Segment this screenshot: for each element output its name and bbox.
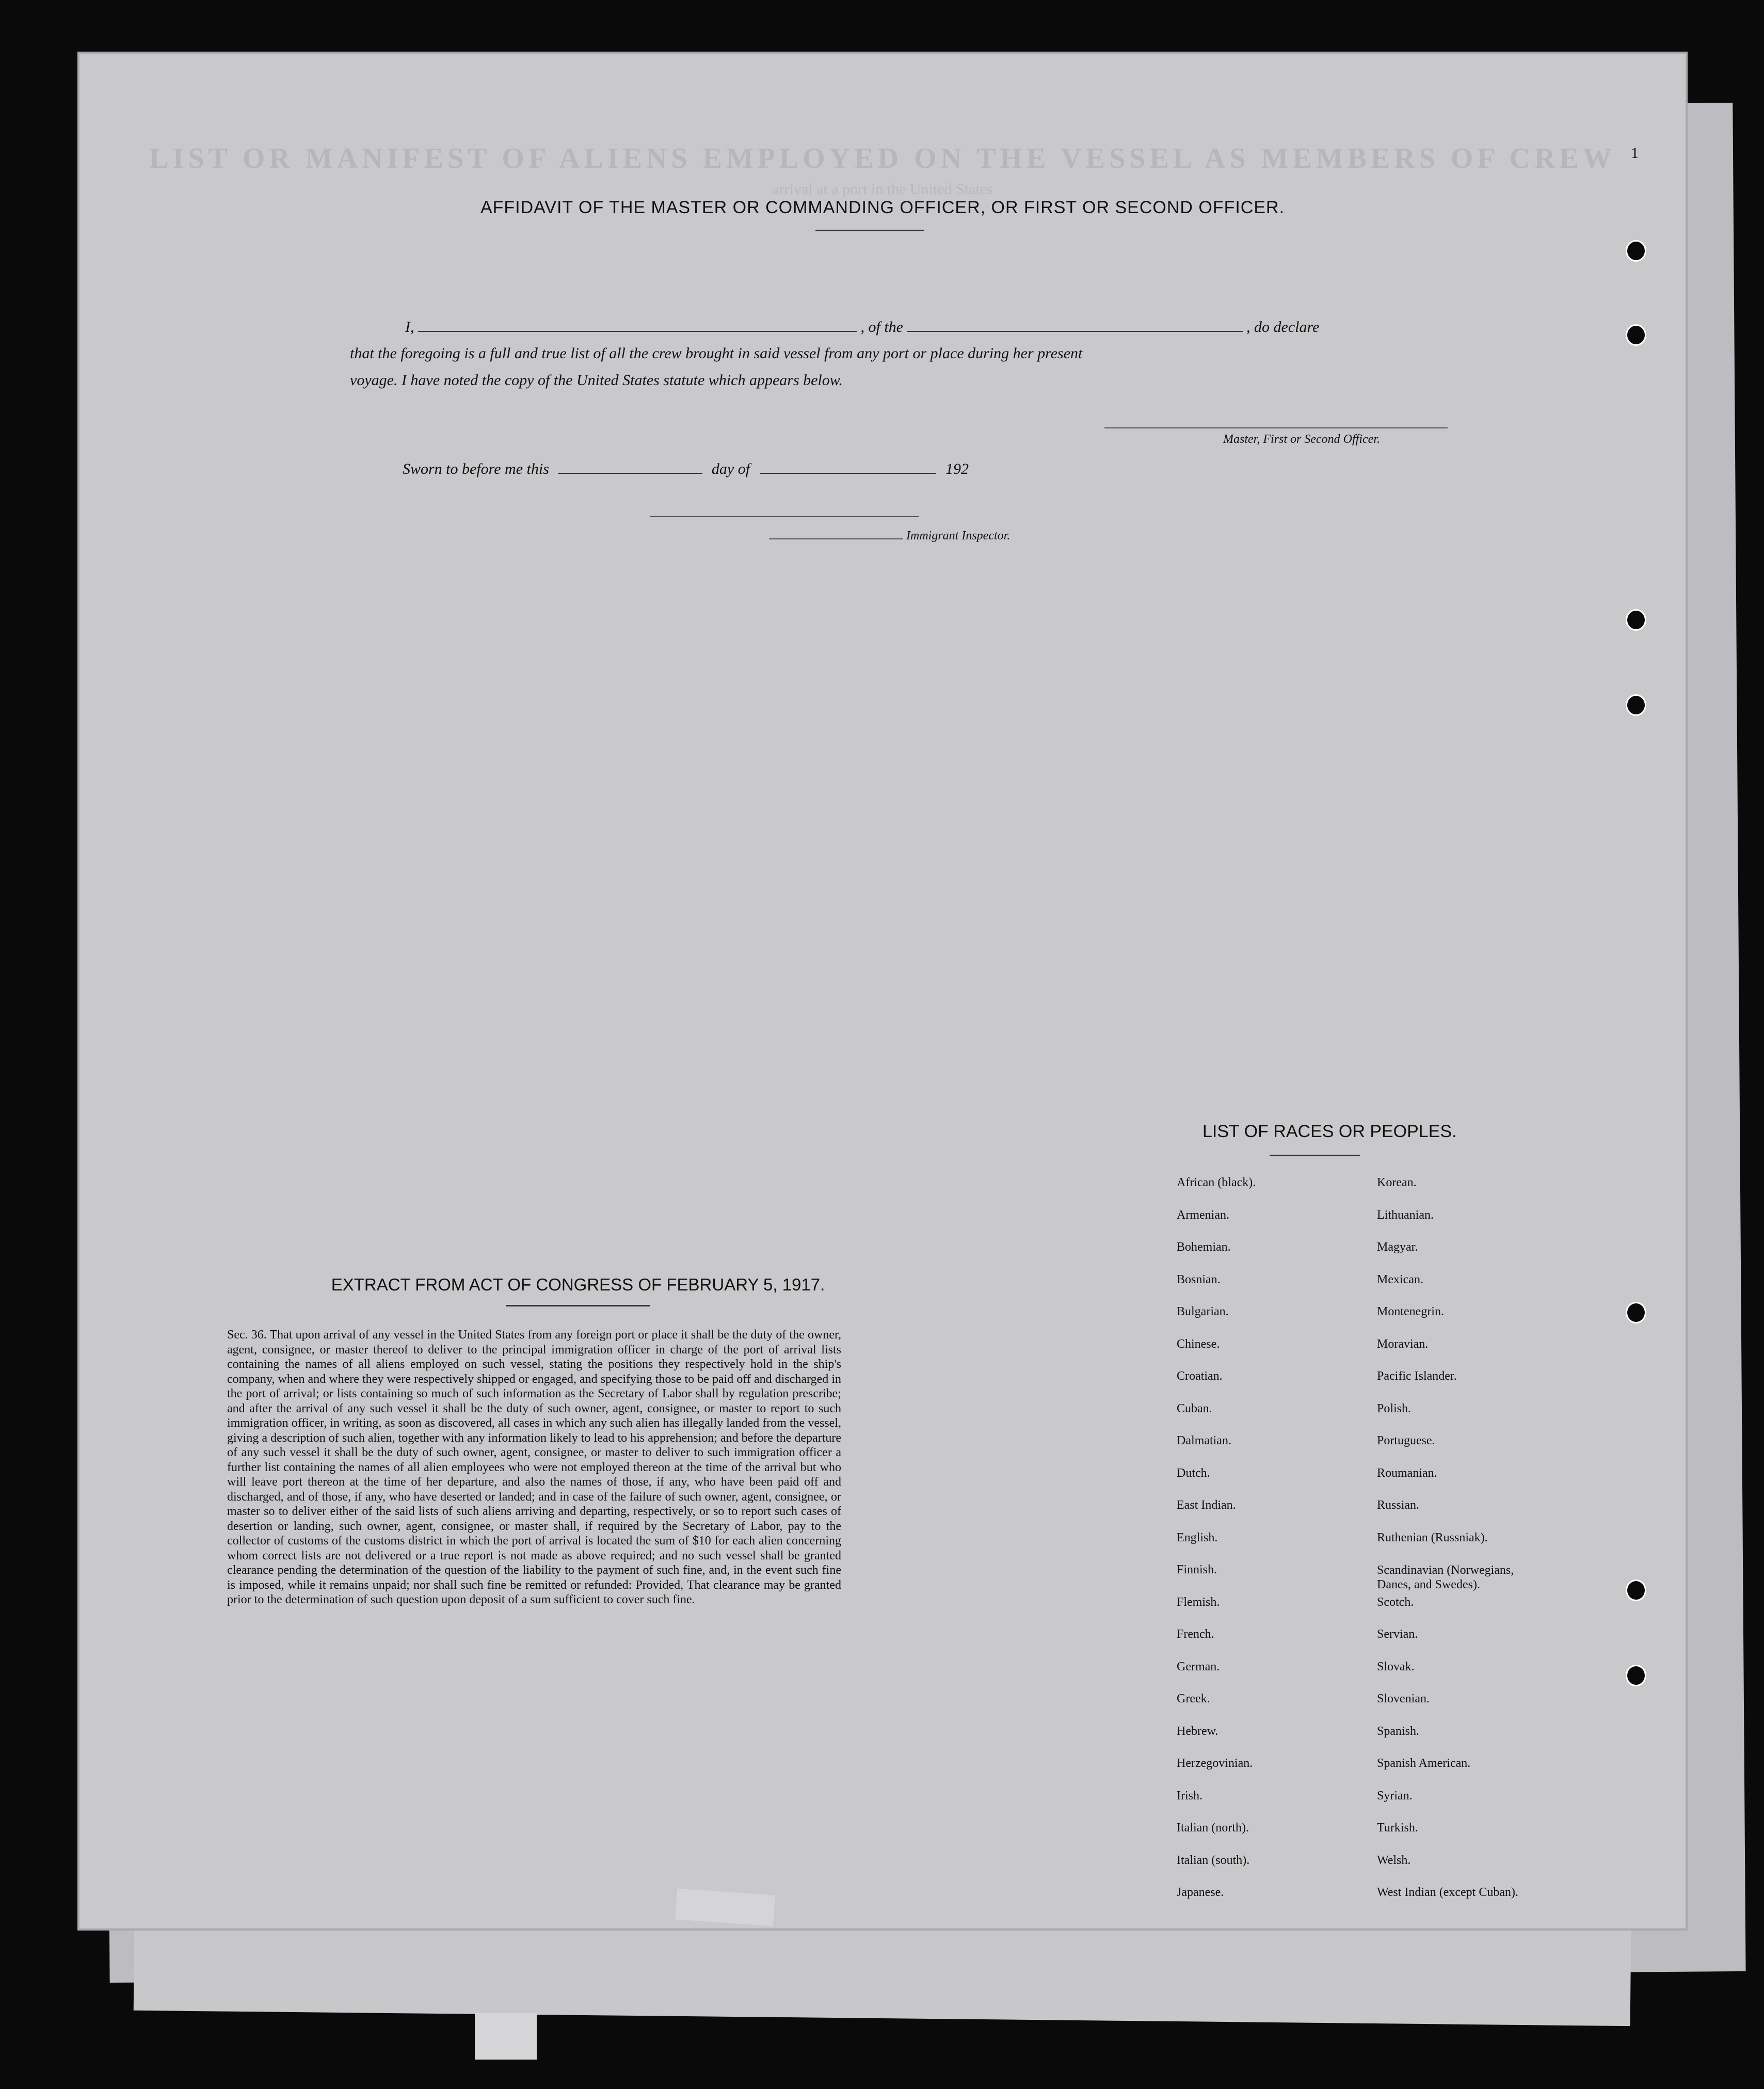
inspector-label: Immigrant Inspector. (906, 529, 1011, 543)
bleed-through-subtitle: arrival at a port in the United States (772, 181, 993, 198)
races-divider (1270, 1155, 1360, 1156)
punch-hole (1626, 240, 1646, 262)
race-item: Hebrew. (1177, 1724, 1218, 1738)
race-item: Spanish. (1377, 1724, 1420, 1738)
extract-divider (506, 1305, 650, 1306)
title-divider (815, 230, 924, 231)
extract-body: Sec. 36. That upon arrival of any vessel in the United States from any foreign port or place it shall be the duty of the owner, agent, consignee, or master thereof to deliver to the principal immigration officer in charge of the port of arrival lists containing the names of all aliens employed on such vessel, stating the positions they respectively hold in the ship's company, when and where they were respectively shipped or engaged, and specifying those to be paid off and discharged in the port of arrival; or lists containing so much of such information as the Secretary of Labor shall by regulation prescribe; and after the arrival of any such vessel it shall be the duty of such owner, agent, consignee, or master to report to such immigration officer, in writing, as soon as discovered, all cases in which any such alien has illegally landed from the vessel, giving a description of such alien, together with any information likely to lead to his apprehension; and before the departure of any such vessel it shall be the duty of such owner, agent, consignee, or master to deliver to such immigration officer a further list containing the names of all alien employees who were not employed thereon at the time of the arrival but who will leave port thereon at the time of her departure, and also the names of those, if any, who have been paid off and discharged, and of those, if any, who have deserted or landed; and in case of the failure of such owner, agent, consignee, or master so to deliver either of the said lists of such aliens arriving and departing, respectively, or so to report such cases of desertion or landing, such owner, agent, consignee, or master shall, if required by the Secretary of Labor, pay to the collector of customs of the customs district in which the port of arrival is located the sum of $10 for each alien concerning whom correct lists are not delivered or a true report is not made as above required; and no such vessel shall be granted clearance pending the determination of the question of the liability to the payment of such fine, and, in the event such fine is imposed, while it remains unpaid; nor shall such fine be remitted or refunded: Provided, That clearance may be granted prior to the determination of such question upon deposit of a sum sufficient to cover such fine. (227, 1328, 841, 1606)
race-item: Bulgarian. (1177, 1305, 1229, 1318)
race-item: Welsh. (1377, 1853, 1411, 1867)
declaration-line (405, 317, 1319, 336)
race-item: Russian. (1377, 1498, 1420, 1512)
race-item: Chinese. (1177, 1337, 1220, 1351)
race-item: East Indian. (1177, 1498, 1236, 1512)
year-label: 192 (945, 460, 969, 477)
punch-hole (1626, 1302, 1646, 1323)
race-item: Ruthenian (Russniak). (1377, 1530, 1488, 1544)
inspector-lead-line (769, 529, 903, 539)
race-item: Italian (south). (1177, 1853, 1250, 1867)
race-item: Irish. (1177, 1789, 1202, 1803)
manifest-page (77, 52, 1688, 1931)
race-item: Japanese. (1177, 1886, 1224, 1899)
declaration-text-2: that the foregoing is a full and true list of all the crew brought in said vessel from any port or place during her present (350, 345, 1083, 362)
race-item: Magyar. (1377, 1240, 1418, 1254)
race-item: African (black). (1177, 1176, 1256, 1189)
race-item: Spanish American. (1377, 1757, 1471, 1770)
races-right-column (1377, 1176, 1547, 1918)
race-item: Moravian. (1377, 1337, 1429, 1351)
race-item: Italian (north). (1177, 1821, 1249, 1835)
race-item: Montenegrin. (1377, 1305, 1444, 1318)
sworn-month-field[interactable] (760, 459, 936, 474)
races-title: LIST OF RACES OR PEOPLES. (1202, 1122, 1457, 1141)
race-item: German. (1177, 1660, 1220, 1673)
race-item: Syrian. (1377, 1789, 1413, 1803)
extract-title: EXTRACT FROM ACT OF CONGRESS OF FEBRUARY 5, 1917. (331, 1275, 825, 1294)
race-item: Dalmatian. (1177, 1434, 1231, 1447)
declaration-text-3: voyage. I have noted the copy of the United States statute which appears below. (350, 372, 843, 389)
page-number: 1 (1631, 145, 1639, 162)
bleed-through-title: LIST OR MANIFEST OF ALIENS EMPLOYED ON THE VESSEL AS MEMBERS OF CREW (149, 142, 1616, 174)
race-item: Cuban. (1177, 1401, 1212, 1415)
signature-line[interactable] (1104, 427, 1448, 428)
race-item: Turkish. (1377, 1821, 1418, 1835)
races-left-column (1177, 1176, 1256, 1918)
master-name-field[interactable] (418, 317, 857, 332)
race-item: Scotch. (1377, 1595, 1414, 1609)
inspector-label-row (769, 529, 1010, 543)
race-item: Greek. (1177, 1692, 1210, 1705)
race-item: Herzegovinian. (1177, 1757, 1253, 1770)
race-item: Armenian. (1177, 1208, 1229, 1222)
punch-hole (1626, 694, 1646, 716)
signature-label: Master, First or Second Officer. (1223, 433, 1380, 446)
i-label: I, (405, 318, 414, 336)
race-item: French. (1177, 1628, 1214, 1641)
race-item: Flemish. (1177, 1595, 1220, 1609)
race-item: Bohemian. (1177, 1240, 1231, 1254)
race-item: Slovenian. (1377, 1692, 1430, 1705)
day-of-label: day of (711, 460, 750, 477)
race-item: Slovak. (1377, 1660, 1415, 1673)
race-item: Polish. (1377, 1401, 1412, 1415)
punch-hole (1626, 324, 1646, 346)
vessel-name-field[interactable] (907, 317, 1243, 332)
sworn-label: Sworn to before me this (403, 460, 549, 477)
declare-label: , do declare (1246, 318, 1320, 336)
punch-hole (1626, 609, 1646, 631)
race-item: Pacific Islander. (1377, 1369, 1457, 1383)
race-item: Portuguese. (1377, 1434, 1435, 1447)
race-item: Korean. (1377, 1176, 1417, 1189)
inspector-signature-line[interactable] (650, 516, 919, 517)
race-item: Bosnian. (1177, 1272, 1221, 1286)
sworn-day-field[interactable] (558, 459, 702, 474)
race-item: Lithuanian. (1377, 1208, 1434, 1222)
race-item: Finnish. (1177, 1563, 1217, 1576)
sworn-line (403, 459, 969, 478)
race-item: West Indian (except Cuban). (1377, 1886, 1518, 1899)
race-item: Mexican. (1377, 1272, 1423, 1286)
race-item: English. (1177, 1530, 1218, 1544)
punch-hole (1626, 1665, 1646, 1686)
affidavit-title: AFFIDAVIT OF THE MASTER OR COMMANDING OFFICER, OR FIRST OR SECOND OFFICER. (480, 198, 1285, 217)
race-item: Croatian. (1177, 1369, 1223, 1383)
paper-fragment (475, 2013, 537, 2060)
race-item: Roumanian. (1377, 1466, 1437, 1480)
race-item: Servian. (1377, 1628, 1418, 1641)
of-the-label: , of the (860, 318, 903, 336)
punch-hole (1626, 1580, 1646, 1601)
race-item: Scandinavian (Norwegians, Danes, and Swedes). (1377, 1564, 1514, 1591)
race-item: Dutch. (1177, 1466, 1210, 1480)
